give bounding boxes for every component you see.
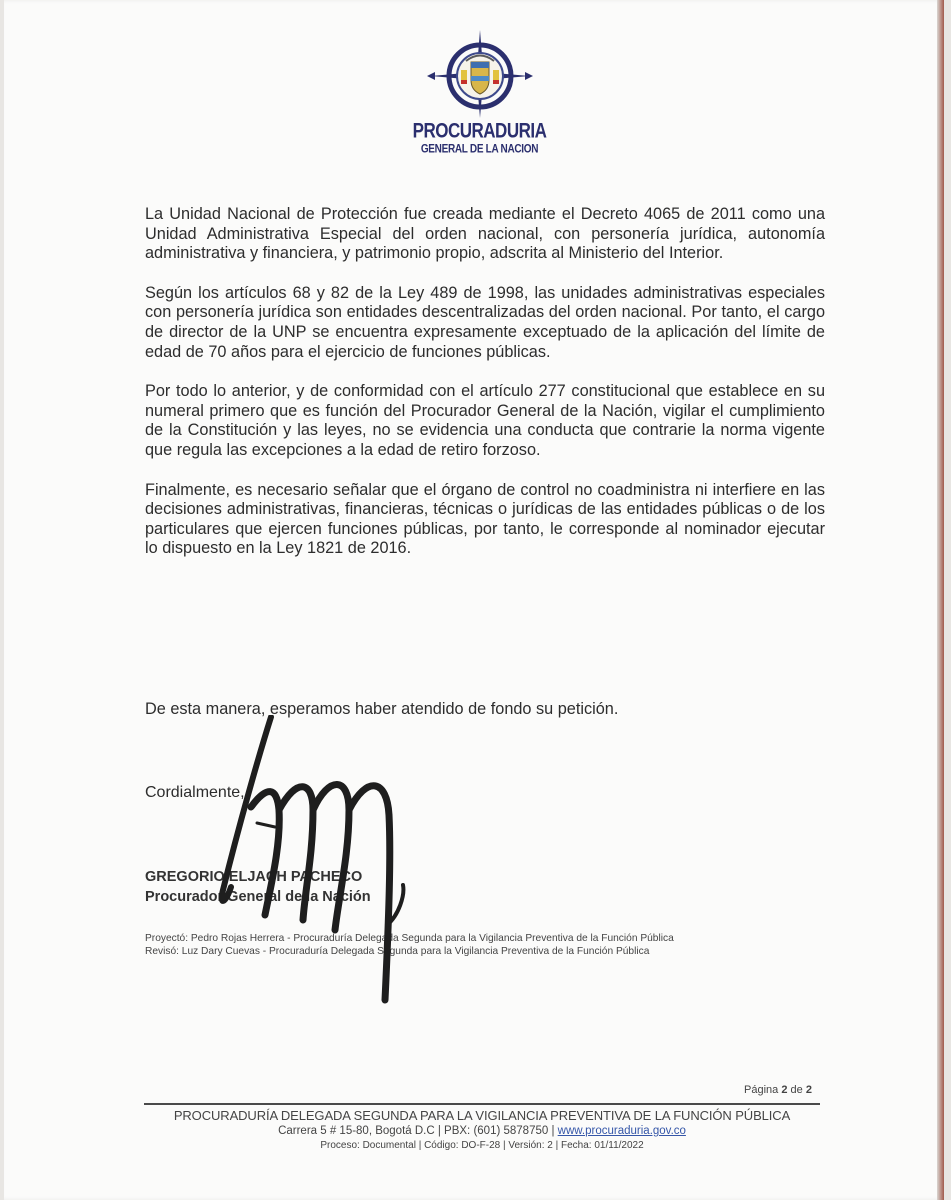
procuraduria-emblem-icon [425,28,535,120]
page-number-of: de [790,1084,803,1096]
paragraph-finalmente: Finalmente, es necesario señalar que el órgano de control no coadministra ni interfiere en las decisiones administrativas, financieras, técnicas o jurídicas de las entidades públicas o de los particulares que ejercen funciones públicas, por tanto, le corresponde al nominador ejecutar lo dispuesto en la Ley 1821 de 2016. [145,480,825,558]
footer-address: Carrera 5 # 15-80, Bogotá D.C | PBX: (601) 5878750 | [278,1125,555,1137]
salutation: Cordialmente, [145,784,245,801]
logo-wordmark: PROCURADURIA [412,118,547,143]
closing-line: De esta manera, esperamos haber atendido de fondo su petición. [145,700,619,718]
credit-projected: Proyectó: Pedro Rojas Herrera - Procuraduría Delegada Segunda para la Vigilancia Preventiva de la Función Pública [145,933,674,944]
page-number-total: 2 [805,1084,812,1096]
paragraph-unp-creation: La Unidad Nacional de Protección fue creada mediante el Decreto 4065 de 2011 como una Unidad Administrativa Especial del orden nacional, con personería jurídica, autonomía administrativa y financiera, y patrimonio propio, adscrita al Ministerio del Interior. [145,205,825,263]
footer-contact [144,1125,820,1137]
paragraph-articulo-277: Por todo lo anterior, y de conformidad con el artículo 277 constitucional que establece en su numeral primero que es función del Procurador General de la Nación, vigilar el cumplimiento de la Constitución y las leyes, no se evidencia una conducta que contrarie la norma vigente que regula las excepciones a la edad de retiro forzoso. [145,382,825,459]
paragraph-ley-489: Según los artículos 68 y 82 de la Ley 489 de 1998, las unidades administrativas especiales con personería jurídica son entidades descentralizadas del orden nacional. Por tanto, el cargo de director de la UNP se encuentra expresamente exceptuado de la aplicación del límite de edad de 70 años para el ejercicio de funciones públicas. [145,283,825,361]
page-number [744,1084,812,1096]
logo-subtitle: GENERAL DE LA NACION [420,142,539,157]
footer-process: Proceso: Documental | Código: DO-F-28 | Versión: 2 | Fecha: 01/11/2022 [320,1140,644,1151]
page-number-label: Página [744,1084,779,1096]
document-page [4,0,944,1200]
signatory-role: Procurador General de la Nación [145,889,371,905]
footer-website-link[interactable]: www.procuraduria.gov.co [557,1125,686,1137]
footer-office: PROCURADURÍA DELEGADA SEGUNDA PARA LA VIGILANCIA PREVENTIVA DE LA FUNCIÓN PÚBLICA [173,1108,791,1123]
page-number-current: 2 [781,1084,788,1096]
paper-edge [937,0,944,1200]
handwritten-signature [209,715,439,1010]
signatory-name: GREGORIO ELJACH PACHECO [145,869,363,885]
letterhead-logo [4,28,951,155]
credit-reviewed: Revisó: Luz Dary Cuevas - Procuraduría Delegada Segunda para la Vigilancia Preventiva de la Función Pública [145,945,650,957]
letter-body [145,205,825,579]
footer [144,1108,820,1151]
footer-divider [144,1103,820,1105]
